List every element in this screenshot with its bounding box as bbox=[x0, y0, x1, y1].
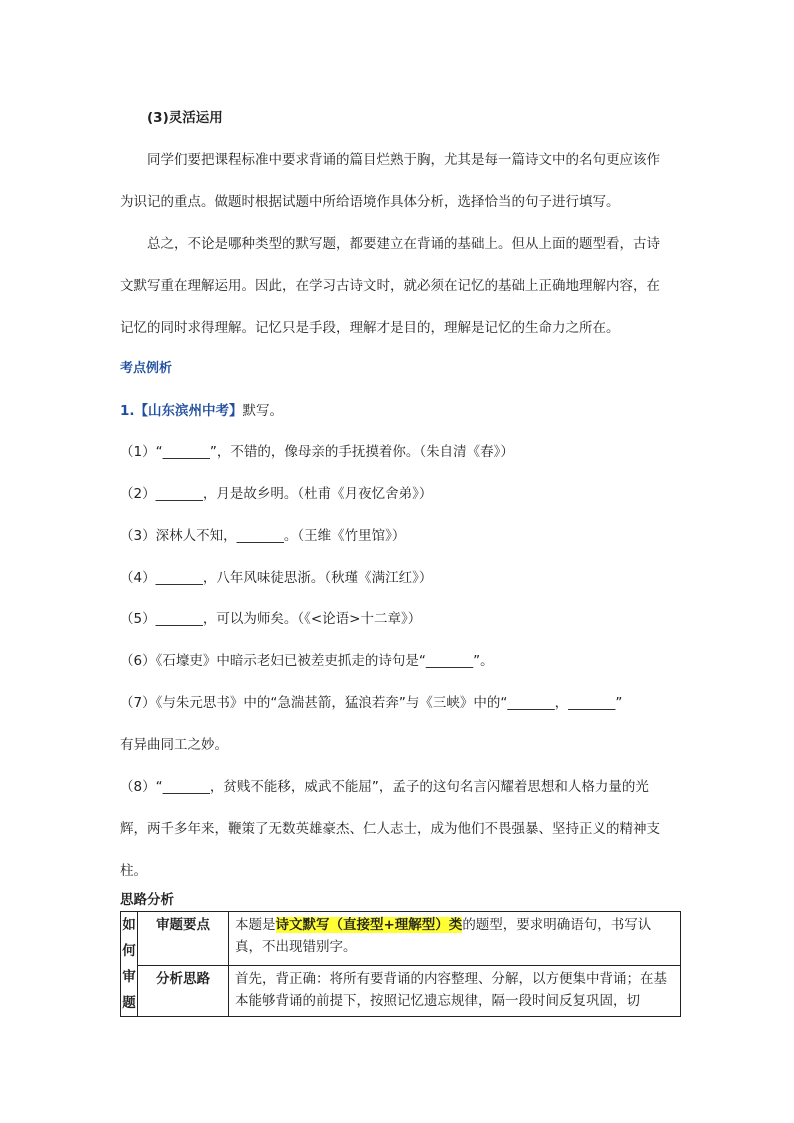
example-heading: 考点例析 bbox=[120, 361, 173, 376]
question-item: 有异曲同工之妙。 bbox=[120, 737, 228, 753]
table-row bbox=[121, 912, 681, 966]
row-content bbox=[229, 912, 681, 966]
question-item: （5）_______，可以为师矣。（《<论语>十二章》） bbox=[120, 611, 422, 627]
table-row bbox=[121, 966, 681, 1017]
side-label-bottom: 审题 bbox=[122, 969, 136, 1011]
question-item: （3）深林人不知，_______。（王维《竹里馆》） bbox=[120, 528, 406, 544]
question-item: 辉，两千多年来，鞭策了无数英雄豪杰、仁人志士，成为他们不畏强暴、坚持正义的精神支 bbox=[120, 821, 660, 837]
side-label bbox=[121, 912, 138, 1017]
row-label: 分析思路 bbox=[138, 966, 229, 1017]
question-item: （2）_______，月是故乡明。（杜甫《月夜忆舍弟》） bbox=[120, 486, 433, 502]
row-content-text: 本题是 bbox=[235, 917, 276, 933]
row-content-text: 的题型，要求明确语句，书写认真，不出现错别字。 bbox=[235, 917, 652, 955]
paragraph-line: 为识记的重点。做题时根据试题中所给语境作具体分析，选择恰当的句子进行填写。 bbox=[120, 194, 620, 210]
paragraph-line: 总之，不论是哪种类型的默写题，都要建立在背诵的基础上。但从上面的题型看，古诗 bbox=[147, 236, 660, 252]
paragraph-line: 文默写重在理解运用。因此，在学习古诗文时，就必须在记忆的基础上正确地理解内容，在 bbox=[120, 278, 660, 294]
highlight-text: 诗文默写（直接型+理解型）类 bbox=[275, 917, 463, 933]
question-item: （6）《石壕吏》中暗示老妇已被差吏抓走的诗句是“_______”。 bbox=[120, 653, 494, 669]
question-number: 1. bbox=[120, 403, 135, 419]
row-label: 审题要点 bbox=[138, 912, 229, 966]
row-content: 首先，背正确：将所有要背诵的内容整理、分解，以方便集中背诵；在基本能够背诵的前提下，按照记忆遗忘规律，隔一段时间反复巩固，切 bbox=[229, 966, 681, 1017]
question-item: （7）《与朱元思书》中的“急湍甚箭，猛浪若奔”与《三峡》中的“_______，_______” bbox=[120, 695, 623, 711]
paragraph-line: 记忆的同时求得理解。记忆只是手段，理解才是目的，理解是记忆的生命力之所在。 bbox=[120, 320, 620, 336]
analysis-heading: 思路分析 bbox=[120, 892, 174, 908]
side-label-top: 如何 bbox=[122, 917, 136, 959]
paragraph-line: 同学们要把课程标准中要求背诵的篇目烂熟于胸，尤其是每一篇诗文中的名句更应该作 bbox=[147, 152, 660, 168]
question-item: （4）_______，八年风味徒思浙。（秋瑾《满江红》） bbox=[120, 570, 433, 586]
section-title: (3)灵活运用 bbox=[147, 110, 223, 126]
question-item: 柱。 bbox=[120, 863, 147, 879]
question-source: 【山东滨州中考】 bbox=[134, 403, 243, 419]
question-line bbox=[120, 401, 283, 421]
question-item: （1）“_______”，不错的，像母亲的手抚摸着你。（朱自清《春》） bbox=[120, 444, 514, 460]
question-item: （8）“_______，贫贱不能移，威武不能屈”，孟子的这句名言闪耀着思想和人格力量的光 bbox=[120, 779, 649, 795]
analysis-table bbox=[120, 911, 681, 1017]
question-prompt: 默写。 bbox=[242, 403, 284, 419]
